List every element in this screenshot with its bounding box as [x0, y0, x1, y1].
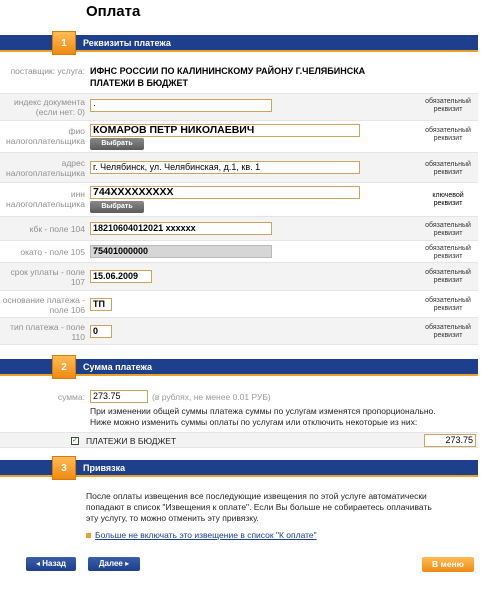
menu-button[interactable]: В меню	[422, 557, 474, 572]
payment-type-row	[0, 318, 478, 345]
payment-type-label: тип платежа - поле 110	[10, 322, 85, 342]
required-badge: обязательный реквизит	[425, 269, 471, 284]
fio-row	[0, 121, 478, 153]
choose-inn-button[interactable]: Выбрать	[90, 201, 144, 213]
binding-text-2: попадают в список "Извещения к оплате". Если Вы больше не собираетесь оплачивать	[86, 502, 432, 512]
back-button[interactable]: ◂ Назад	[26, 557, 76, 571]
section-title: Сумма платежа	[83, 362, 153, 372]
section-title: Реквизиты платежа	[83, 38, 171, 48]
step-badge: 3	[52, 456, 76, 480]
inn-input[interactable]: 744XXXXXXXXX	[90, 186, 360, 199]
page-title: Оплата	[86, 3, 141, 20]
step-badge: 2	[52, 355, 76, 379]
doc-index-row	[0, 94, 478, 121]
key-badge: ключевой реквизит	[432, 192, 464, 207]
section-binding-bar	[0, 460, 478, 477]
required-badge: обязательный реквизит	[425, 245, 471, 260]
step-badge: 1	[52, 31, 76, 55]
fio-label: фио налогоплательщика	[6, 126, 85, 146]
binding-text-3: эту услугу, то можно отменить эту привязку.	[86, 513, 259, 523]
amount-note-2: Ниже можно изменить суммы оплаты по услугам или отключить некоторые из них:	[90, 417, 418, 427]
service-checkbox[interactable]: ✓	[72, 437, 78, 444]
required-badge: обязательный реквизит	[425, 161, 471, 176]
required-badge: обязательный реквизит	[425, 98, 471, 113]
section-title: Привязка	[83, 463, 126, 473]
required-badge: обязательный реквизит	[425, 127, 471, 142]
service-amount-input[interactable]: 273.75	[424, 434, 476, 447]
provider-row	[0, 60, 478, 94]
doc-index-label: индекс документа (если нет: 0)	[13, 97, 85, 117]
kbk-label: кбк - поле 104	[29, 224, 85, 234]
unbind-link[interactable]: Больше не включать это извещение в список "К оплате"	[95, 530, 317, 540]
basis-label: основание платежа - поле 106	[2, 295, 85, 315]
inn-row	[0, 183, 478, 217]
doc-index-input[interactable]: ·	[90, 99, 272, 112]
required-badge: обязательный реквизит	[425, 324, 471, 339]
address-label: адрес налогоплательщика	[6, 158, 85, 178]
due-date-label: срок уплаты - поле 107	[10, 267, 85, 287]
section-requisites-bar	[0, 35, 478, 52]
required-badge: обязательный реквизит	[425, 297, 471, 312]
provider-label: поставщик: услуга:	[10, 66, 85, 76]
required-badge: обязательный реквизит	[425, 222, 471, 237]
okato-row	[0, 241, 478, 263]
okato-input: 75401000000	[90, 245, 272, 258]
inn-label: инн налогоплательщика	[6, 189, 85, 209]
amount-note-1: При изменении общей суммы платежа суммы по услугам изменятся пропорционально.	[90, 406, 436, 416]
next-button[interactable]: Далее ▸	[88, 557, 140, 571]
service-name: ПЛАТЕЖИ В БЮДЖЕТ	[90, 78, 189, 88]
due-date-row	[0, 263, 478, 291]
provider-name: ИФНС РОССИИ ПО КАЛИНИНСКОМУ РАЙОНУ Г.ЧЕЛЯБИНСКА	[90, 66, 366, 76]
fio-input[interactable]: КОМАРОВ ПЕТР НИКОЛАЕВИЧ	[90, 124, 360, 137]
section-amount-bar	[0, 359, 478, 376]
amount-input[interactable]: 273.75	[90, 390, 148, 403]
address-row	[0, 153, 478, 183]
due-date-input[interactable]: 15.06.2009	[90, 270, 152, 283]
basis-row	[0, 291, 478, 318]
binding-text-1: После оплаты извещения все последующие извещения по этой услуге автоматически	[86, 491, 427, 501]
payment-type-input[interactable]: 0	[90, 325, 112, 338]
address-input[interactable]: г. Челябинск, ул. Челябинская, д.1, кв. 1	[90, 161, 360, 174]
amount-label: сумма:	[57, 392, 85, 402]
amount-hint: (в рублях, не менее 0.01 РУБ)	[152, 392, 271, 402]
bullet-icon	[86, 533, 91, 538]
service-amount-row	[0, 432, 478, 448]
kbk-input[interactable]: 18210604012021 xxxxxx	[90, 222, 272, 235]
choose-fio-button[interactable]: Выбрать	[90, 138, 144, 150]
okato-label: окато - поле 105	[20, 247, 85, 257]
basis-input[interactable]: ТП	[90, 298, 112, 311]
kbk-row	[0, 217, 478, 241]
service-amount-name: ПЛАТЕЖИ В БЮДЖЕТ	[86, 436, 177, 446]
